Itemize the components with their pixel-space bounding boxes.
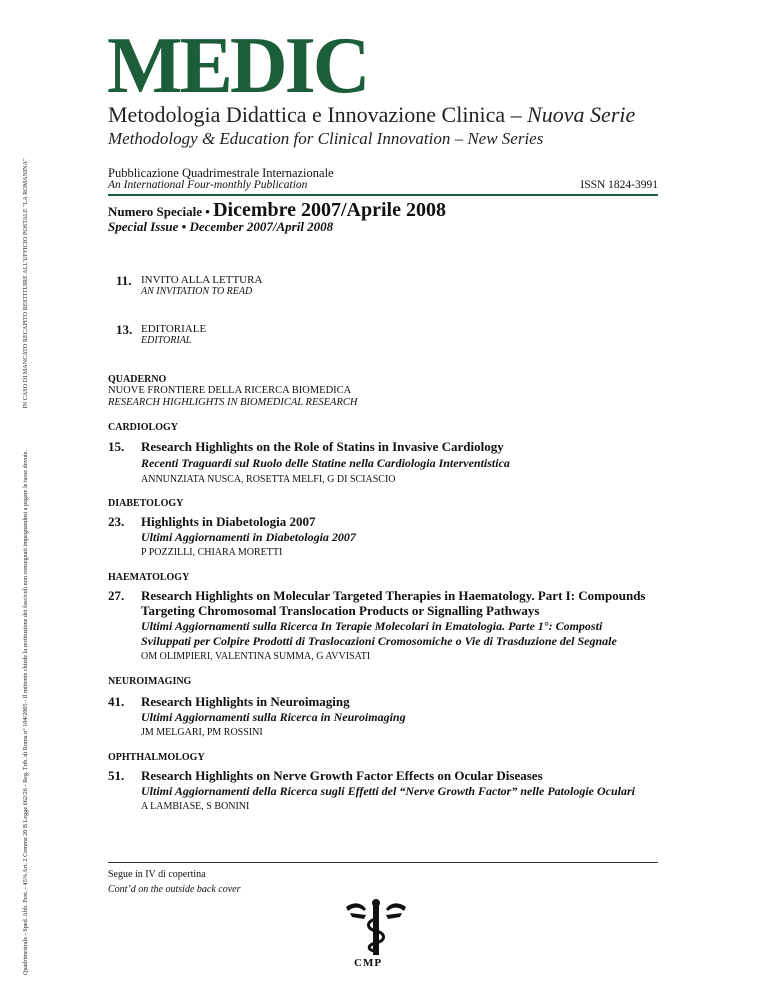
special-date: Dicembre 2007/Aprile 2008: [213, 199, 446, 221]
continued-note-en: Cont’d on the outside back cover: [108, 884, 241, 895]
article-title-it-diabetology: Ultimi Aggiornamenti in Diabetologia 2007: [141, 530, 356, 544]
article-title-haematology-line2[interactable]: Targeting Chromosomal Translocation Products or Signalling Pathways: [141, 603, 540, 618]
journal-logo: MEDIC: [107, 22, 368, 110]
article-title-it-haematology-line2: Sviluppati per Colpire Prodotti di Traslocazioni Cromosomiche o Vie di Trasduzione del Segnale: [141, 634, 617, 648]
section-label-diabetology: DIABETOLOGY: [108, 498, 184, 509]
publication-type-it: Pubblicazione Quadrimestrale Internazionale: [108, 166, 334, 180]
publisher-name: CMP: [354, 957, 383, 969]
subtitle-it-text: Metodologia Didattica e Innovazione Clinica –: [108, 102, 528, 127]
article-num-cardiology: 15.: [108, 439, 125, 454]
quaderno-title-en: RESEARCH HIGHLIGHTS IN BIOMEDICAL RESEARCH: [108, 397, 358, 408]
footer-divider: [108, 862, 658, 863]
toc-sub-invito: AN INVITATION TO READ: [141, 286, 253, 297]
header-divider: [108, 194, 658, 196]
special-prefix: Numero Speciale •: [108, 204, 214, 219]
toc-title-invito[interactable]: INVITO ALLA LETTURA: [141, 274, 263, 286]
article-title-cardiology[interactable]: Research Highlights on the Role of Statins in Invasive Cardiology: [141, 439, 504, 454]
section-label-neuroimaging: NEUROIMAGING: [108, 676, 192, 687]
article-title-neuroimaging[interactable]: Research Highlights in Neuroimaging: [141, 694, 350, 709]
article-title-it-haematology-line1: Ultimi Aggiornamenti sulla Ricerca In Terapie Molecolari in Ematologia. Parte 1°: Composti: [141, 619, 603, 633]
article-title-diabetology[interactable]: Highlights in Diabetologia 2007: [141, 514, 316, 529]
article-title-haematology-line1[interactable]: Research Highlights on Molecular Targeted Therapies in Haematology. Part I: Compounds: [141, 588, 646, 603]
continued-note-it: Segue in IV di copertina: [108, 869, 206, 880]
section-label-ophthalmology: OPHTHALMOLOGY: [108, 752, 205, 763]
article-authors-cardiology: ANNUNZIATA NUSCA, ROSETTA MELFI, G DI SCIASCIO: [141, 474, 396, 485]
issn: ISSN 1824-3991: [580, 179, 658, 191]
special-issue-en: Special Issue • December 2007/April 2008: [108, 219, 334, 234]
article-title-ophthalmology[interactable]: Research Highlights on Nerve Growth Factor Effects on Ocular Diseases: [141, 768, 543, 783]
quaderno-label: QUADERNO: [108, 374, 167, 385]
sidebar-legal-right: IN CASO DI MANCATO RECAPITO RESTITUIRE ALL'UFFICIO POSTALE "LA ROMANINA": [22, 158, 29, 409]
article-title-it-neuroimaging: Ultimi Aggiornamenti sulla Ricerca in Neuroimaging: [141, 710, 406, 724]
article-authors-ophthalmology: A LAMBIASE, S BONINI: [141, 801, 250, 812]
sidebar-legal-text: [22, 15, 29, 975]
article-num-haematology: 27.: [108, 588, 125, 603]
article-num-diabetology: 23.: [108, 514, 125, 529]
article-authors-diabetology: P POZZILLI, CHIARA MORETTI: [141, 547, 283, 558]
publication-type-en: An International Four-monthly Publication: [108, 179, 308, 191]
toc-title-editoriale[interactable]: EDITORIALE: [141, 323, 207, 335]
journal-subtitle-it: [108, 102, 635, 128]
section-label-haematology: HAEMATOLOGY: [108, 572, 190, 583]
article-num-ophthalmology: 51.: [108, 768, 125, 783]
toc-sub-editoriale: EDITORIAL: [141, 335, 192, 346]
sidebar-legal-left: Quadrimestrale - Sped. Abb. Post. - 45% Art. 2 Comma 20 B Legge 662/26 - Reg. Trib. di Roma n° 104/2005 - Il mittente chiede la restituzione dei fascicoli non consegnati impegnandosi a pagare le tasse dovute.: [22, 449, 29, 975]
quaderno-title: NUOVE FRONTIERE DELLA RICERCA BIOMEDICA: [108, 385, 352, 396]
article-authors-haematology: OM OLIMPIERI, VALENTINA SUMMA, G AVVISATI: [141, 651, 371, 662]
article-title-it-ophthalmology: Ultimi Aggiornamenti della Ricerca sugli Effetti del “Nerve Growth Factor” nelle Patologie Oculari: [141, 784, 635, 798]
toc-num-invito: 11.: [116, 273, 132, 288]
section-label-cardiology: CARDIOLOGY: [108, 422, 179, 433]
article-title-it-cardiology: Recenti Traguardi sul Ruolo delle Statine nella Cardiologia Interventistica: [141, 456, 510, 470]
article-authors-neuroimaging: JM MELGARI, PM ROSSINI: [141, 727, 263, 738]
article-num-neuroimaging: 41.: [108, 694, 125, 709]
toc-num-editoriale: 13.: [116, 322, 133, 337]
journal-subtitle-en: Methodology & Education for Clinical Innovation – New Series: [108, 129, 544, 148]
subtitle-it-emphasis: Nuova Serie: [527, 102, 636, 127]
